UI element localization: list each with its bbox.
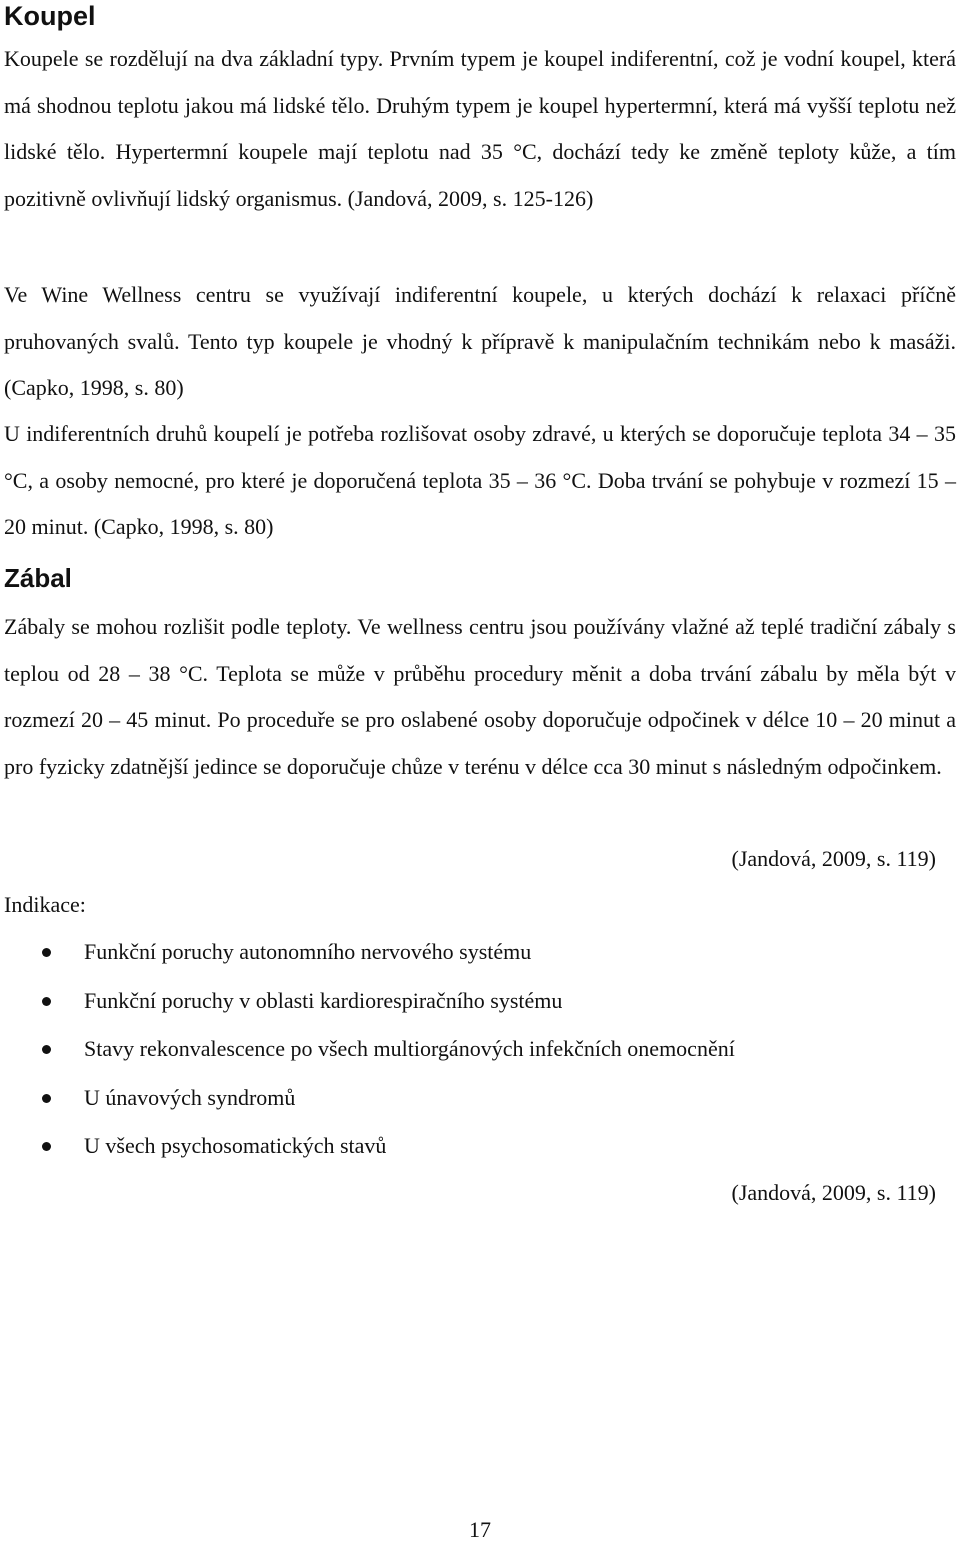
bullet-icon xyxy=(42,1142,51,1151)
list-item-text: U únavových syndromů xyxy=(84,1084,296,1110)
list-item xyxy=(0,986,960,1035)
list-item xyxy=(0,1131,960,1180)
koupel-paragraph-1: Koupele se rozdělují na dva základní typy. Prvním typem je koupel indiferentní, což je vodní koupel, která má shodnou teplotu jakou má lidské tělo. Druhým typem je koupel hypertermní, která má vyšší teplotu než lidské tělo. Hypertermní koupele mají teplotu nad 35 °C, dochází tedy ke změně teploty kůže, a tím pozitivně ovlivňují lidský organismus. (Jandová, 2009, s. 125-126) xyxy=(4,46,956,211)
list-item-text: Stavy rekonvalescence po všech multiorgánových infekčních onemocnění xyxy=(84,1036,735,1061)
list-item xyxy=(0,1034,960,1083)
indikace-citation: (Jandová, 2009, s. 119) xyxy=(731,1180,936,1205)
koupel-paragraph-2: Ve Wine Wellness centru se využívají indiferentní koupele, u kterých dochází k relaxaci příčně pruhovaných svalů. Tento typ koupele je vhodný k přípravě k manipulačním technikám nebo k masáži. (Capko, 1998, s. 80) xyxy=(4,282,956,400)
bullet-icon xyxy=(42,1094,51,1103)
bullet-icon xyxy=(42,997,51,1006)
koupel-paragraph-3: U indiferentních druhů koupelí je potřeba rozlišovat osoby zdravé, u kterých se doporučuje teplota 34 – 35 °C, a osoby nemocné, pro které je doporučená teplota 35 – 36 °C. Doba trvání se pohybuje v rozmezí 15 – 20 minut. (Capko, 1998, s. 80) xyxy=(4,421,956,539)
page-number: 17 xyxy=(469,1517,491,1542)
zabal-citation: (Jandová, 2009, s. 119) xyxy=(731,846,936,871)
bullet-icon xyxy=(42,1045,51,1054)
list-item-text: Funkční poruchy autonomního nervového systému xyxy=(84,939,532,964)
indikace-list xyxy=(0,937,960,1180)
zabal-heading: Zábal xyxy=(4,563,72,593)
zabal-paragraph: Zábaly se mohou rozlišit podle teploty. Ve wellness centru jsou používány vlažné až teplé tradiční zábaly s teplou od 28 – 38 °C. Teplota se může v průběhu procedury měnit a doba trvání zábalu by měla být v rozmezí 20 – 45 minut. Po proceduře se pro oslabené osoby doporučuje odpočinek v délce 10 – 20 minut a pro fyzicky zdatnější jedince se doporučuje chůze v terénu v délce cca 30 minut s následným odpočinkem. xyxy=(4,614,956,779)
indikace-label: Indikace: xyxy=(4,892,86,917)
koupel-heading: Koupel xyxy=(4,1,96,31)
list-item-text: Funkční poruchy v oblasti kardiorespiračního systému xyxy=(84,987,563,1013)
bullet-icon xyxy=(42,948,51,957)
list-item xyxy=(0,937,960,986)
list-item xyxy=(0,1083,960,1132)
list-item-text: U všech psychosomatických stavů xyxy=(84,1133,387,1158)
